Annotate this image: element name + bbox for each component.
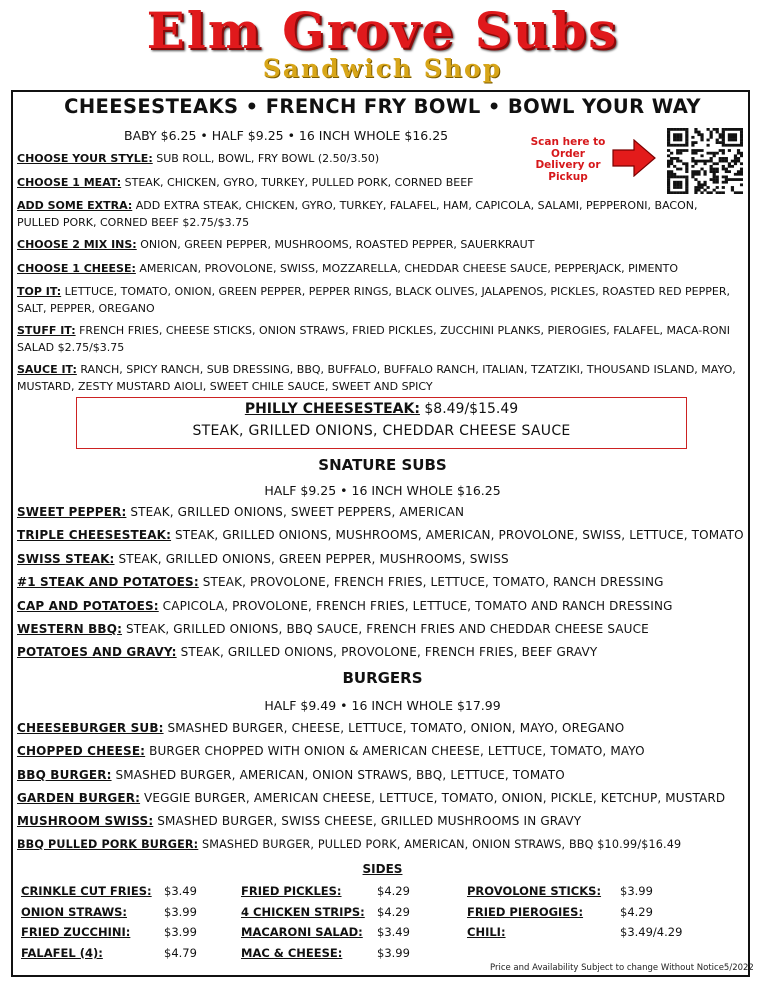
footer-note: Price and Availability Subject to change Without Notice5/2022 [490,963,754,973]
menu-item: BBQ PULLED PORK BURGER: SMASHED BURGER, PULLED PORK, AMERICAN, ONION STRAWS, BBQ $10.99/$16.49 [17,838,682,851]
side-price: $3.99 [377,946,410,960]
side-price: $4.79 [164,946,197,960]
menu-item: CHOPPED CHEESE: BURGER CHOPPED WITH ONION & AMERICAN CHEESE, LETTUCE, TOMATO, MAYO [17,744,645,758]
side-price: $3.49/4.29 [620,925,683,939]
side-name: CHILI: [467,925,506,939]
sides-title: SIDES [362,862,403,876]
option-meat: CHOOSE 1 MEAT: STEAK, CHICKEN, GYRO, TURKEY, PULLED PORK, CORNED BEEF [17,176,474,189]
option-cheese: CHOOSE 1 CHEESE: AMERICAN, PROVOLONE, SWISS, MOZZARELLA, CHEDDAR CHEESE SAUCE, PEPPERJACK, PIMENTO [17,262,678,275]
side-name: FRIED ZUCCHINI: [21,925,131,939]
side-name: FRIED PIEROGIES: [467,905,584,919]
side-name: CRINKLE CUT FRIES: [21,884,152,898]
option-extra: ADD SOME EXTRA: ADD EXTRA STEAK, CHICKEN, GYRO, TURKEY, FALAFEL, HAM, CAPICOLA, SALAMI, PEPPERONI, BACON, PULLED PORK, CORNED BEEF $2.75/$3.75 [17,199,698,229]
menu-item: SWISS STEAK: STEAK, GRILLED ONIONS, GREEN PEPPER, MUSHROOMS, SWISS [17,552,509,566]
menu-item: CHEESEBURGER SUB: SMASHED BURGER, CHEESE, LETTUCE, TOMATO, ONION, MAYO, OREGANO [17,721,625,735]
side-name: 4 CHICKEN STRIPS: [241,905,365,919]
philly-description: STEAK, GRILLED ONIONS, CHEDDAR CHEESE SAUCE [192,423,571,439]
option-mixins: CHOOSE 2 MIX INS: ONION, GREEN PEPPER, MUSHROOMS, ROASTED PEPPER, SAUERKRAUT [17,238,535,251]
side-name: PROVOLONE STICKS: [467,884,602,898]
side-price: $4.29 [620,905,653,919]
burgers-prices: HALF $9.49 • 16 INCH WHOLE $17.99 [264,698,501,713]
option-top: TOP IT: LETTUCE, TOMATO, ONION, GREEN PEPPER, PEPPER RINGS, BLACK OLIVES, JALAPENOS, PICKLES, ROASTED RED PEPPER, SALT, PEPPER, OREGANO [17,285,730,315]
menu-item: POTATOES AND GRAVY: STEAK, GRILLED ONIONS, PROVOLONE, FRENCH FRIES, BEEF GRAVY [17,645,598,659]
restaurant-name: Elm Grove Subs [146,1,619,60]
side-name: FALAFEL (4): [21,946,103,960]
side-price: $3.49 [377,925,410,939]
restaurant-tagline: Sandwich Shop [262,54,503,83]
option-style: CHOOSE YOUR STYLE: SUB ROLL, BOWL, FRY BOWL (2.50/3.50) [17,152,380,165]
menu-item: SWEET PEPPER: STEAK, GRILLED ONIONS, SWEET PEPPERS, AMERICAN [17,505,465,519]
philly-cheesesteak-box [76,397,687,449]
side-name: FRIED PICKLES: [241,884,342,898]
signature-prices: HALF $9.25 • 16 INCH WHOLE $16.25 [264,483,501,498]
philly-price: $8.49/$15.49 [419,401,519,417]
burgers-title: BURGERS [342,669,423,687]
side-name: MACARONI SALAD: [241,925,363,939]
signature-title: SNATURE SUBS [318,456,447,474]
option-sauce: SAUCE IT: RANCH, SPICY RANCH, SUB DRESSING, BBQ, BUFFALO, BUFFALO RANCH, ITALIAN, TZATZIKI, THOUSAND ISLAND, MAYO, MUSTARD, ZESTY MUSTARD AIOLI, SWEET CHILE SAUCE, SWEET AND SPICY [17,363,736,393]
side-name: ONION STRAWS: [21,905,128,919]
scan-to-order-text: Scan here to Order Delivery or Pickup [530,136,606,183]
menu-item: #1 STEAK AND POTATOES: STEAK, PROVOLONE, FRENCH FRIES, LETTUCE, TOMATO, RANCH DRESSING [17,575,664,589]
menu-item: WESTERN BBQ: STEAK, GRILLED ONIONS, BBQ SAUCE, FRENCH FRIES AND CHEDDAR CHEESE SAUCE [17,622,649,636]
side-price: $3.99 [164,905,197,919]
top-section-prices: BABY $6.25 • HALF $9.25 • 16 INCH WHOLE $16.25 [124,128,449,143]
side-price: $3.49 [164,884,197,898]
side-price: $3.99 [620,884,653,898]
option-stuff: STUFF IT: FRENCH FRIES, CHEESE STICKS, ONION STRAWS, FRIED PICKLES, ZUCCHINI PLANKS, PIEROGIES, FALAFEL, MACA-RONI SALAD $2.75/$3.75 [17,324,730,354]
top-section-title: CHEESESTEAKS • FRENCH FRY BOWL • BOWL YOUR WAY [64,95,701,118]
side-name: MAC & CHEESE: [241,946,343,960]
menu-item: CAP AND POTATOES: CAPICOLA, PROVOLONE, FRENCH FRIES, LETTUCE, TOMATO AND RANCH DRESSING [17,599,673,613]
menu-item: TRIPLE CHEESESTEAK: STEAK, GRILLED ONIONS, MUSHROOMS, AMERICAN, PROVOLONE, SWISS, LETTUCE, TOMATO [17,528,744,542]
philly-name: PHILLY CHEESESTEAK: [244,401,420,417]
side-price: $4.29 [377,905,410,919]
menu-item: BBQ BURGER: SMASHED BURGER, AMERICAN, ONION STRAWS, BBQ, LETTUCE, TOMATO [17,768,565,782]
menu-item: MUSHROOM SWISS: SMASHED BURGER, SWISS CHEESE, GRILLED MUSHROOMS IN GRAVY [17,814,582,828]
side-price: $4.29 [377,884,410,898]
side-price: $3.99 [164,925,197,939]
menu-item: GARDEN BURGER: VEGGIE BURGER, AMERICAN CHEESE, LETTUCE, TOMATO, ONION, PICKLE, KETCHUP, MUSTARD [17,791,726,805]
